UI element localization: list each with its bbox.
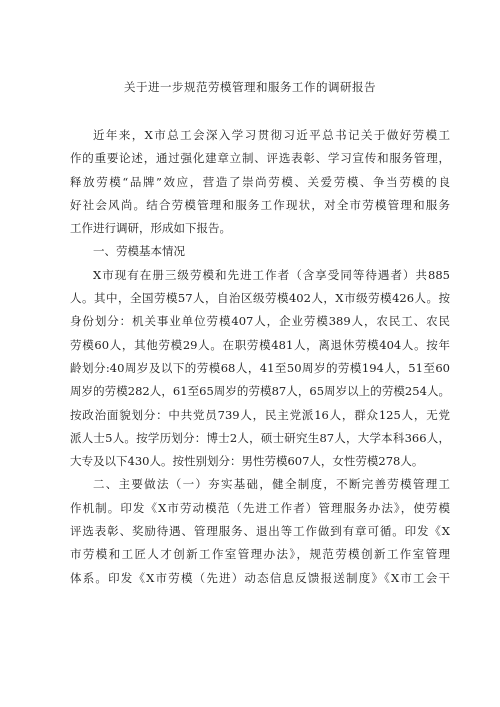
paragraph-line: 工作进行调研，形成如下报告。 <box>70 221 231 236</box>
paragraph-line: 派人士5人。按学历划分：博士2人，硕士研究生87人，大学本科366人， <box>70 430 450 445</box>
paragraph-line: 体系。印发《X市劳模（先进）动态信息反馈报送制度》《X市工会干 <box>70 570 450 585</box>
document-title: 关于进一步规范劳模管理和服务工作的调研报告 <box>124 80 376 94</box>
paragraph-line: 好社会风尚。结合劳模管理和服务工作现状，对全市劳模管理和服务 <box>70 197 450 212</box>
paragraph-line: 人。其中，全国劳模57人，自治区级劳模402人，X市级劳模426人。按 <box>70 291 450 306</box>
paragraph-line: 周岁的劳模282人，61至65周岁的劳模87人，65周岁以上的劳模254人。 <box>70 384 450 399</box>
paragraph-line: 身份划分：机关事业单位劳模407人，企业劳模389人，农民工、农民 <box>70 314 450 329</box>
paragraph-line: 市劳模和工匠人才创新工作室管理办法》，规范劳模创新工作室管理 <box>70 547 450 562</box>
paragraph-line: 释放劳模“品牌”效应，营造了崇尚劳模、关爱劳模、争当劳模的良 <box>70 174 450 189</box>
paragraph-line: 评选表彰、奖励待遇、管理服务、退出等工作做到有章可循。印发《X <box>70 524 450 539</box>
section-heading: 一、劳模基本情况 <box>93 244 185 259</box>
paragraph-line: 近年来，X市总工会深入学习贯彻习近平总书记关于做好劳模工 <box>93 128 450 142</box>
paragraph-line: 作机制。印发《X市劳动模范（先进工作者）管理服务办法》，使劳模 <box>70 500 450 515</box>
paragraph-line: 龄划分:40周岁及以下的劳模68人，41至50周岁的劳模194人，51至60 <box>70 360 450 375</box>
paragraph-line: 按政治面貌划分：中共党员739人，民主党派16人，群众125人，无党 <box>70 407 450 422</box>
paragraph-line: 劳模60人，其他劳模29人。在职劳模481人，离退休劳模404人。按年 <box>70 337 450 352</box>
paragraph-line: X市现有在册三级劳模和先进工作者（含享受同等待遇者）共885 <box>93 267 450 282</box>
paragraph-line: 大专及以下430人。按性别划分：男性劳模607人，女性劳模278人。 <box>70 454 424 469</box>
paragraph-line: 作的重要论述，通过强化建章立制、评选表彰、学习宣传和服务管理， <box>70 151 450 166</box>
document-body <box>70 124 450 590</box>
paragraph-line: 二、主要做法（一）夯实基础，健全制度，不断完善劳模管理工 <box>93 477 450 492</box>
